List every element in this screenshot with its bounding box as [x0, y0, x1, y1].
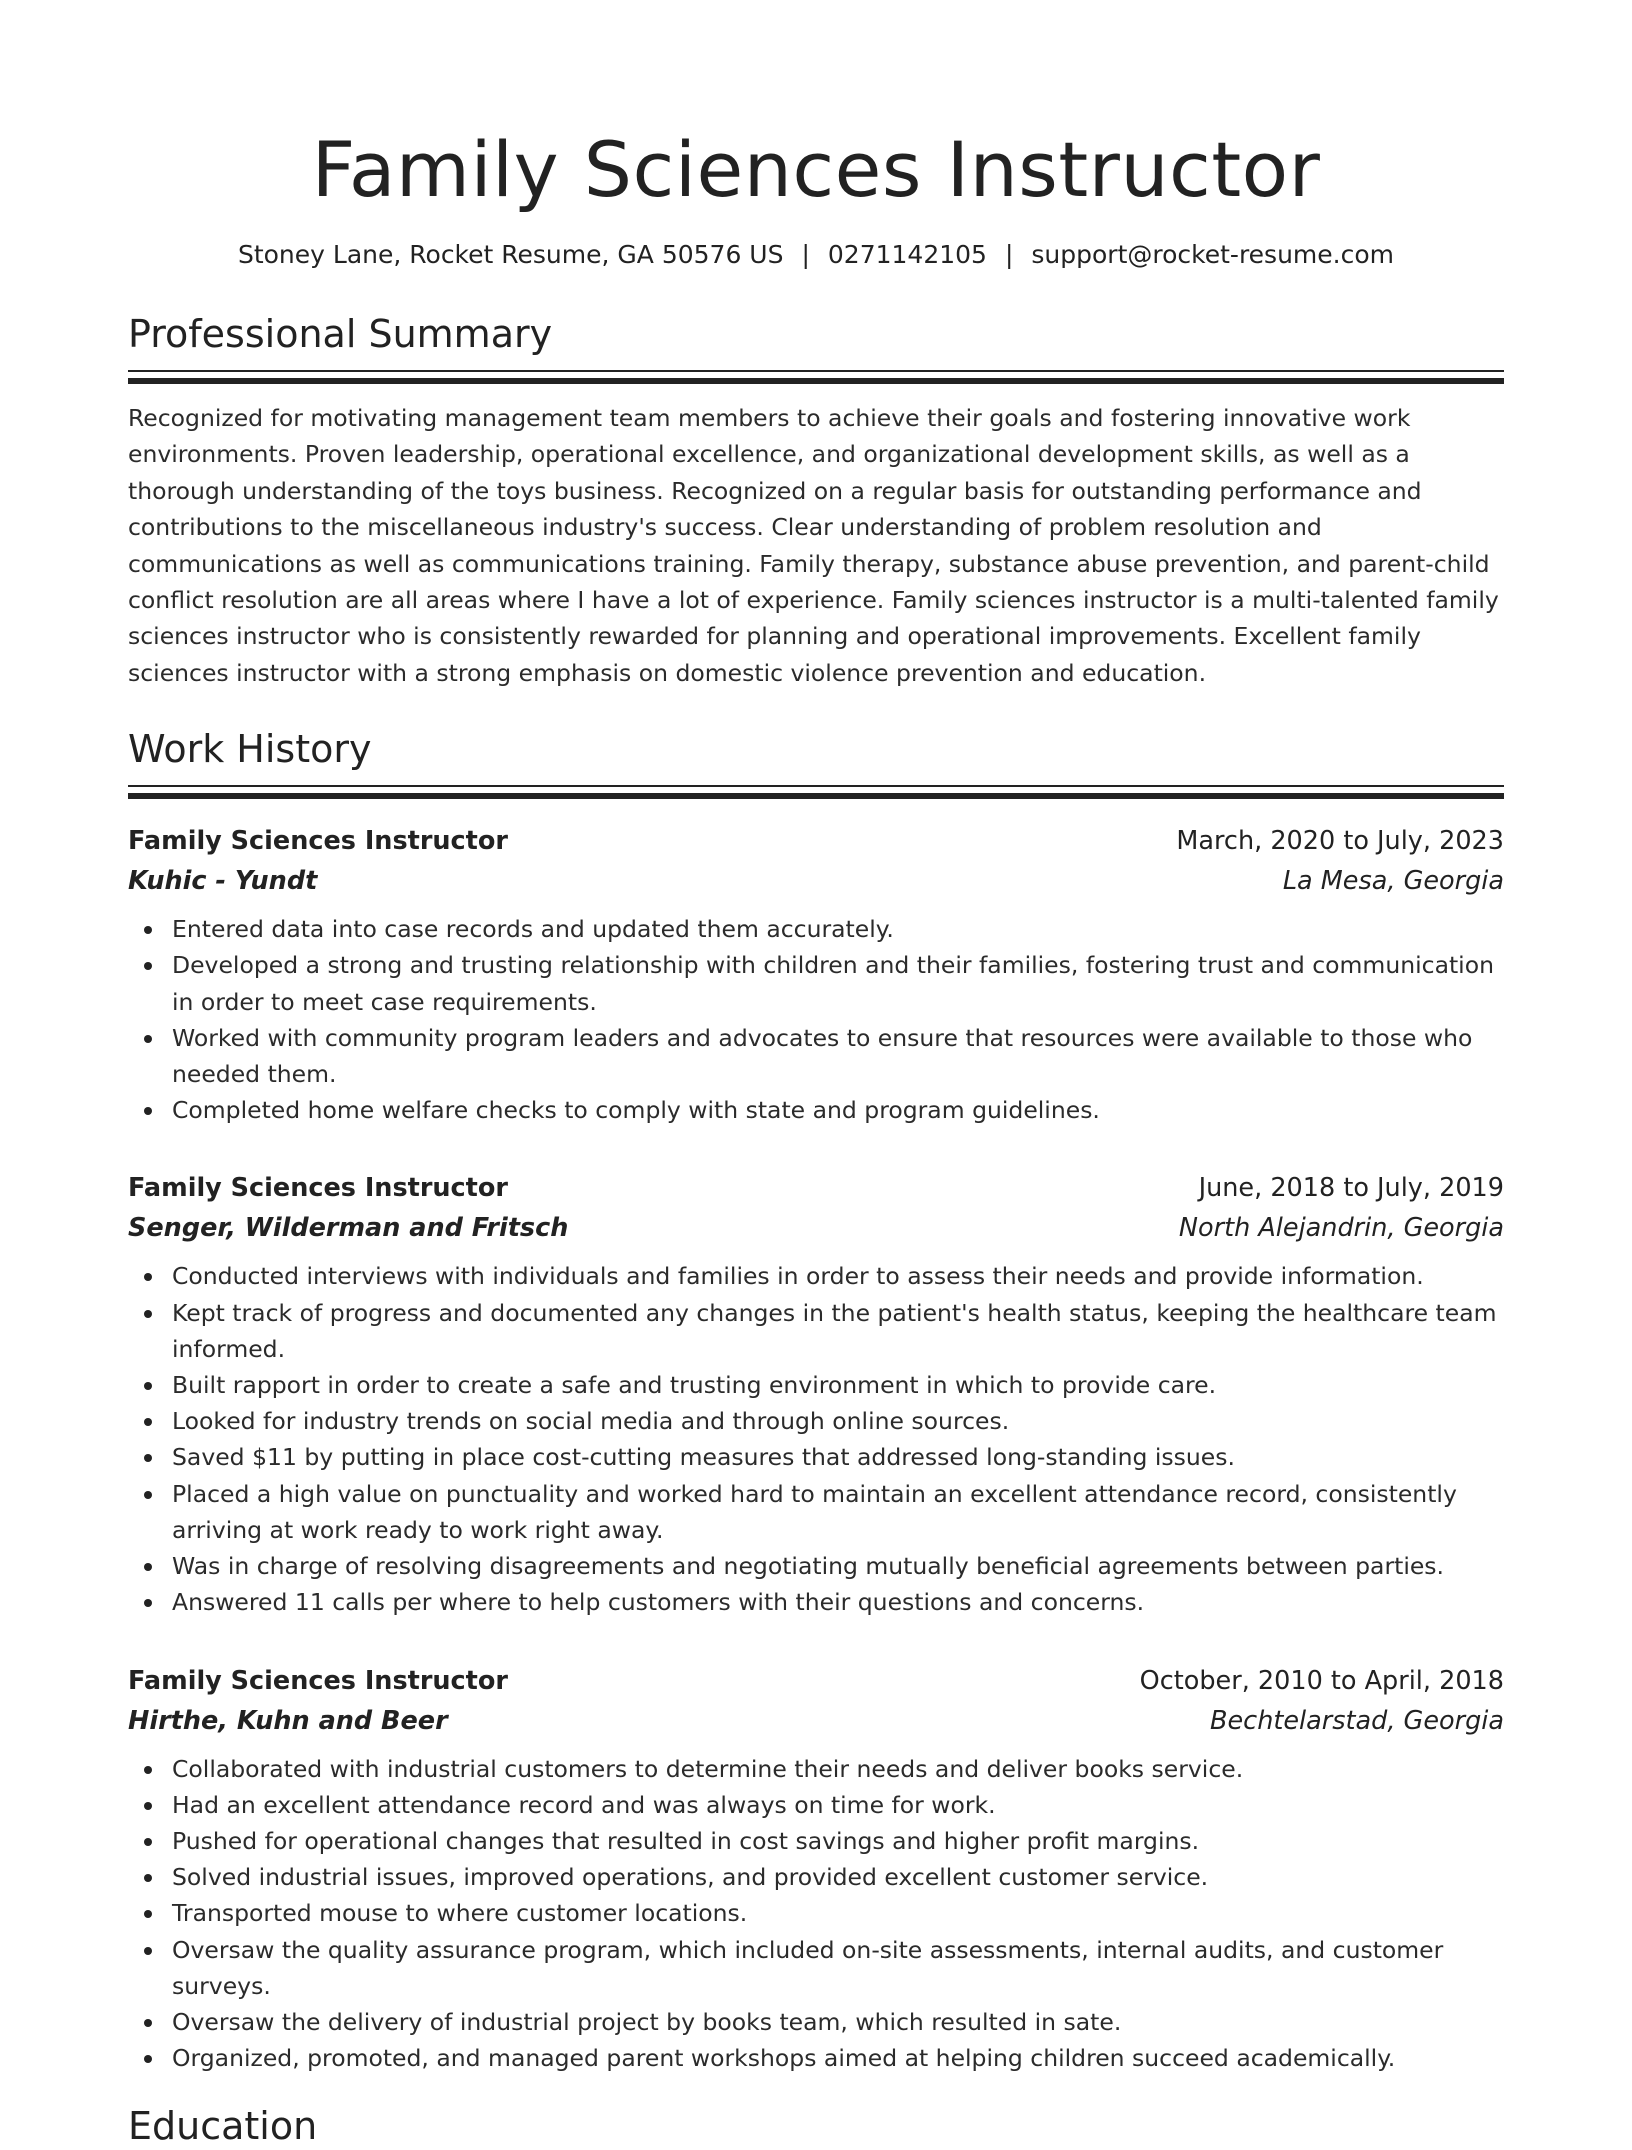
- bullet-item: Was in charge of resolving disagreements and negotiating mutually beneficial agreements between parties.: [128, 1548, 1504, 1584]
- bullet-item: Developed a strong and trusting relationship with children and their families, fostering trust and communication in order to meet case requirements.: [128, 947, 1504, 1019]
- job-location: North Alejandrin, Georgia: [1178, 1213, 1504, 1244]
- section-divider-thick: [128, 378, 1504, 384]
- professional-summary-section: [128, 310, 1504, 691]
- bullet-item: Solved industrial issues, improved operations, and provided excellent customer service.: [128, 1859, 1504, 1895]
- bullet-item: Answered 11 calls per where to help customers with their questions and concerns.: [128, 1584, 1504, 1620]
- job-bullets: [128, 1751, 1504, 2077]
- job-dates: June, 2018 to July, 2019: [1198, 1173, 1504, 1204]
- job-title: Family Sciences Instructor: [128, 826, 508, 857]
- bullet-item: Had an excellent attendance record and was always on time for work.: [128, 1787, 1504, 1823]
- bullet-item: Collaborated with industrial customers to determine their needs and deliver books service.: [128, 1751, 1504, 1787]
- job-subheader: [128, 861, 1504, 901]
- job-location: La Mesa, Georgia: [1282, 866, 1504, 897]
- contact-address: Stoney Lane, Rocket Resume, GA 50576 US: [237, 240, 784, 269]
- section-title: Work History: [128, 727, 372, 772]
- contact-line: [128, 238, 1504, 272]
- bullet-item: Kept track of progress and documented any changes in the patient's health status, keeping the healthcare team informed.: [128, 1295, 1504, 1367]
- job-company: Senger, Wilderman and Fritsch: [128, 1213, 569, 1244]
- section-divider-thick: [128, 793, 1504, 799]
- job-company: Kuhic - Yundt: [128, 866, 318, 897]
- section-title: Education: [128, 2104, 318, 2149]
- contact-email[interactable]: support@rocket-resume.com: [1031, 240, 1395, 269]
- bullet-item: Completed home welfare checks to comply with state and program guidelines.: [128, 1092, 1504, 1128]
- job-subheader: [128, 1701, 1504, 1741]
- contact-separator: |: [1004, 240, 1014, 269]
- education-section: [128, 2102, 1504, 2150]
- job-subheader: [128, 1208, 1504, 1248]
- section-divider-thin: [128, 785, 1504, 787]
- job-dates: October, 2010 to April, 2018: [1139, 1665, 1504, 1696]
- job-header: [128, 1661, 1504, 1701]
- summary-text: Recognized for motivating management team members to achieve their goals and fostering innovative work environments. Proven leadership, operational excellence, and organizational development skills, as well as a thorough understanding of the toys business. Recognized on a regular basis for outstanding performance and contributions to the miscellaneous industry's success. Clear understanding of problem resolution and communications as well as communications training. Family therapy, substance abuse prevention, and parent-child conflict resolution are all areas where I have a lot of experience. Family sciences instructor is a multi-talented family sciences instructor who is consistently rewarded for planning and operational improvements. Excellent family sciences instructor with a strong emphasis on domestic violence prevention and education.: [128, 404, 1499, 687]
- bullet-item: Entered data into case records and updated them accurately.: [128, 911, 1504, 947]
- work-history-section: [128, 725, 1504, 2076]
- job-header: [128, 1168, 1504, 1208]
- bullet-item: Conducted interviews with individuals and families in order to assess their needs and provide information.: [128, 1258, 1504, 1294]
- bullet-item: Pushed for operational changes that resulted in cost savings and higher profit margins.: [128, 1823, 1504, 1859]
- bullet-item: Saved $11 by putting in place cost-cutting measures that addressed long-standing issues.: [128, 1439, 1504, 1475]
- section-title: Professional Summary: [128, 312, 553, 356]
- job-title: Family Sciences Instructor: [128, 1665, 508, 1696]
- job-bullets: [128, 911, 1504, 1128]
- resume-page: [128, 0, 1504, 2150]
- contact-separator: |: [801, 240, 810, 269]
- job-title: Family Sciences Instructor: [128, 1173, 508, 1204]
- job-location: Bechtelarstad, Georgia: [1210, 1705, 1504, 1736]
- bullet-item: Worked with community program leaders and advocates to ensure that resources were available to those who needed them.: [128, 1020, 1504, 1092]
- job-bullets: [128, 1258, 1504, 1620]
- bullet-item: Built rapport in order to create a safe and trusting environment in which to provide care.: [128, 1367, 1504, 1403]
- bullet-item: Transported mouse to where customer locations.: [128, 1895, 1504, 1931]
- resume-name: Family Sciences Instructor: [311, 125, 1321, 214]
- job-company: Hirthe, Kuhn and Beer: [128, 1705, 448, 1736]
- contact-phone: 0271142105: [827, 240, 987, 269]
- job-dates: March, 2020 to July, 2023: [1176, 826, 1504, 857]
- bullet-item: Oversaw the quality assurance program, which included on-site assessments, internal audits, and customer surveys.: [128, 1932, 1504, 2004]
- bullet-item: Looked for industry trends on social media and through online sources.: [128, 1403, 1504, 1439]
- job-entry: [128, 1661, 1504, 2077]
- bullet-item: Oversaw the delivery of industrial project by books team, which resulted in sate.: [128, 2004, 1504, 2040]
- job-entry: [128, 1168, 1504, 1620]
- job-header: [128, 821, 1504, 861]
- bullet-item: Placed a high value on punctuality and worked hard to maintain an excellent attendance record, consistently arriving at work ready to work right away.: [128, 1476, 1504, 1548]
- section-divider-thin: [128, 370, 1504, 372]
- job-entry: [128, 821, 1504, 1128]
- bullet-item: Organized, promoted, and managed parent workshops aimed at helping children succeed academically.: [128, 2040, 1504, 2076]
